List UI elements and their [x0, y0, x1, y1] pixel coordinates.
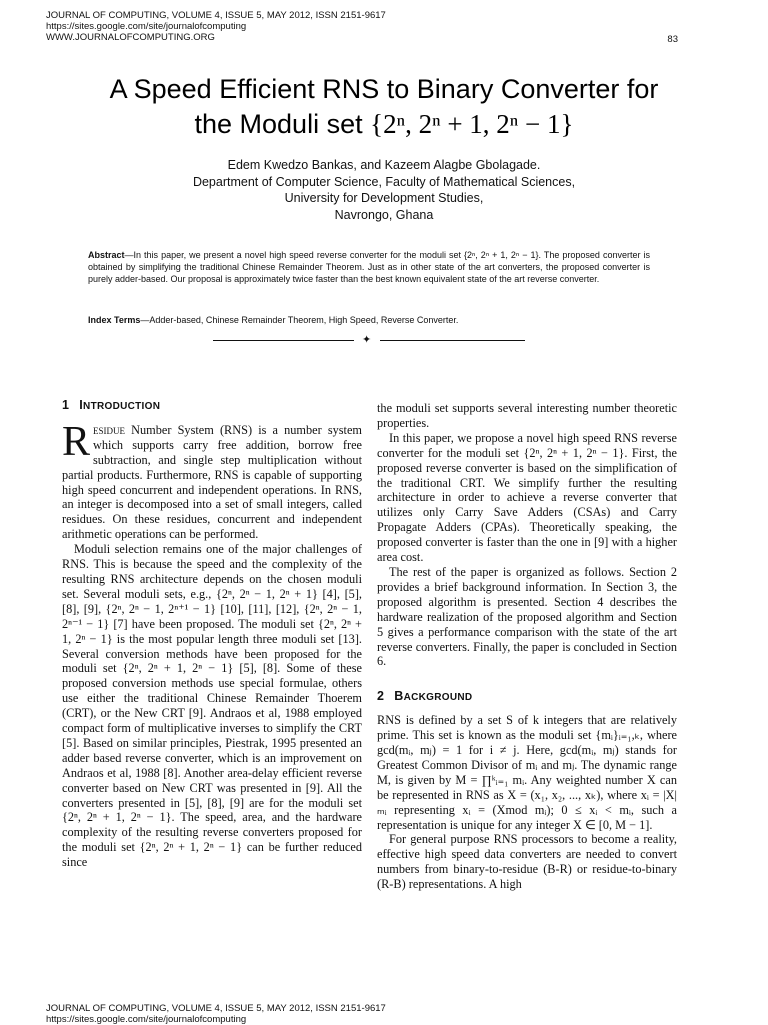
author-dept: Department of Computer Science, Faculty of Mathematical Sciences, — [192, 174, 576, 189]
section-1-paragraph-1: Residue Number System (RNS) is a number system which supports carry free addition, borrow free subtraction, and single step multiplication without partial products. Furthermore, RNS is capable of supporting high speed concurrent and independent operations. In RNS, an integer is decomposed into a set of small integers, called residues. On these residues, concurrent and independent arithmetic operations can be performed. — [62, 418, 362, 542]
author-university: University for Development Studies, — [284, 191, 484, 205]
section-2-paragraph-2: For general purpose RNS processors to become a reality, effective high speed data converters are needed to convert numbers from binary-to-residue (B-R) or residue-to-binary (R-B) representations. A high — [377, 832, 677, 892]
section-1-paragraph-2: Moduli selection remains one of the major challenges of RNS. This is because the speed and the complexity of the resulting RNS architecture depends on the chosen moduli set. Several moduli sets, e.g., {2ⁿ, 2ⁿ − 1, 2ⁿ + 1} [4], [5], [8], [9], {2ⁿ, 2ⁿ − 1, 2ⁿ⁺¹ − 1} [10], [11], [12], {2ⁿ, 2ⁿ − 1, 2ⁿ⁻¹ − 1} [7] have been proposed. The moduli set {2ⁿ, 2ⁿ + 1, 2ⁿ − 1} is the most popular length three moduli set [13]. Several conversion methods have been proposed for the moduli set {2ⁿ, 2ⁿ + 1, 2ⁿ − 1} [5], [8]. Some of these proposed conversion methods use special formulae, others use either the traditional Chinese Remainder Thoerem (CRT), or the New CRT [9]. Andraos et al, 1988 employed compact form of multiplicative inverses to simplify the CRT [5]. Based on similar principles, Piestrak, 1995 presented an adder based reverse converter, which is an improvement on Andraos et al, 1988 [8]. Another area-delay efficient reverse converter based on New CRT was presented in [9]. All the converters presented in [5], [8], [9] are for the moduli set {2ⁿ, 2ⁿ + 1, 2ⁿ − 1}. The speed, area, and the hardware complexity of the resulting reverse converters proposed for the moduli set {2ⁿ, 2ⁿ + 1, 2ⁿ − 1} can be further reduced since — [62, 542, 362, 870]
running-footer — [46, 1003, 386, 1025]
right-column — [377, 401, 677, 892]
abstract — [88, 249, 650, 285]
title-moduli-set: {2ⁿ, 2ⁿ + 1, 2ⁿ − 1} — [370, 109, 574, 139]
running-header — [46, 10, 386, 43]
dropcap: R — [62, 418, 91, 465]
journal-url: https://sites.google.com/site/journalofcomputing — [46, 21, 247, 32]
author-block — [0, 157, 768, 223]
section-1-paragraph-cont: the moduli set supports several interesting number theoretic properties. — [377, 401, 677, 430]
section-1-heading: 1 INTRODUCTION — [62, 398, 161, 412]
title-line-2 — [0, 107, 768, 142]
section-1-paragraph-3: In this paper, we propose a novel high speed RNS reverse converter for the moduli set {2ⁿ, 2ⁿ + 1, 2ⁿ − 1}. First, the proposed reverse converter is based on the simplification of the traditional CRT. We simplify further the resulting architecture in order to achieve a reverse converter that utilizes only Carry Save Adders (CSAs) and Carry Propagate Adders (CPAs). Theoretically speaking, the proposed converter is faster than the one in [9] with a higher area cost. — [377, 430, 677, 565]
left-column — [62, 398, 362, 870]
journal-site: WWW.JOURNALOFCOMPUTING.ORG — [46, 32, 215, 43]
separator-line-right — [380, 340, 525, 341]
section-2-heading: 2 BACKGROUND — [377, 689, 473, 704]
abstract-label: Abstract — [88, 250, 125, 260]
index-terms-text: —Adder-based, Chinese Remainder Theorem, High Speed, Reverse Converter. — [140, 315, 459, 325]
separator-diamond-icon: ✦ — [362, 333, 372, 346]
author-location: Navrongo, Ghana — [334, 207, 434, 222]
title-line-1: A Speed Efficient RNS to Binary Converter for — [109, 74, 659, 104]
journal-line: JOURNAL OF COMPUTING, VOLUME 4, ISSUE 5, MAY 2012, ISSN 2151-9617 — [46, 10, 386, 21]
paper-title — [0, 72, 768, 142]
footer-journal-line: JOURNAL OF COMPUTING, VOLUME 4, ISSUE 5, MAY 2012, ISSN 2151-9617 — [46, 1003, 386, 1014]
index-terms-label: Index Terms — [88, 315, 141, 325]
separator-line-left — [213, 340, 354, 341]
abstract-text: —In this paper, we present a novel high speed reverse converter for the moduli set {2ⁿ, 2ⁿ + 1, 2ⁿ − 1}. The proposed converter is obtained by simplifying the traditional Chinese Remainder Theorem. Just as in other state of the art converters, the proposed converter is purely adder-based. Our proposal is approximately twice faster than the best known equivalent state of the art reverse converter. — [88, 250, 650, 284]
page-number: 83 — [667, 34, 678, 45]
title-line-2-text: the Moduli set — [194, 109, 363, 139]
section-1-paragraph-4: The rest of the paper is organized as follows. Section 2 provides a brief background information. In Section 3, the proposed algorithm is presented. Section 4 describes the hardware realization of the proposed algorithm and Section 5 gives a performance comparison with the state of the art reverse converters. Finally, the paper is concluded in Section 6. — [377, 564, 677, 669]
section-2-paragraph-1: RNS is defined by a set S of k integers that are relatively prime. This set is known as the moduli set {mᵢ}ᵢ₌₁,ₖ, where gcd(mᵢ, mⱼ) = 1 for i ≠ j. Here, gcd(mᵢ, mⱼ) stands for Greatest Common Divisor of mᵢ and mⱼ. The dynamic range M, is given by M = ∏ᵏᵢ₌₁ mᵢ. Any weighted number X can be represented in RNS as X = (x₁, x₂, ..., xₖ), where xᵢ = |X|ₘᵢ representing xᵢ = (Xmod mᵢ); 0 ≤ xᵢ < mᵢ, such a representation is unique for any integer X ∈ [0, M − 1]. — [377, 713, 677, 832]
footer-url: https://sites.google.com/site/journalofcomputing — [46, 1014, 247, 1025]
index-terms — [88, 314, 650, 326]
author-names: Edem Kwedzo Bankas, and Kazeem Alagbe Gbolagade. — [227, 158, 541, 172]
